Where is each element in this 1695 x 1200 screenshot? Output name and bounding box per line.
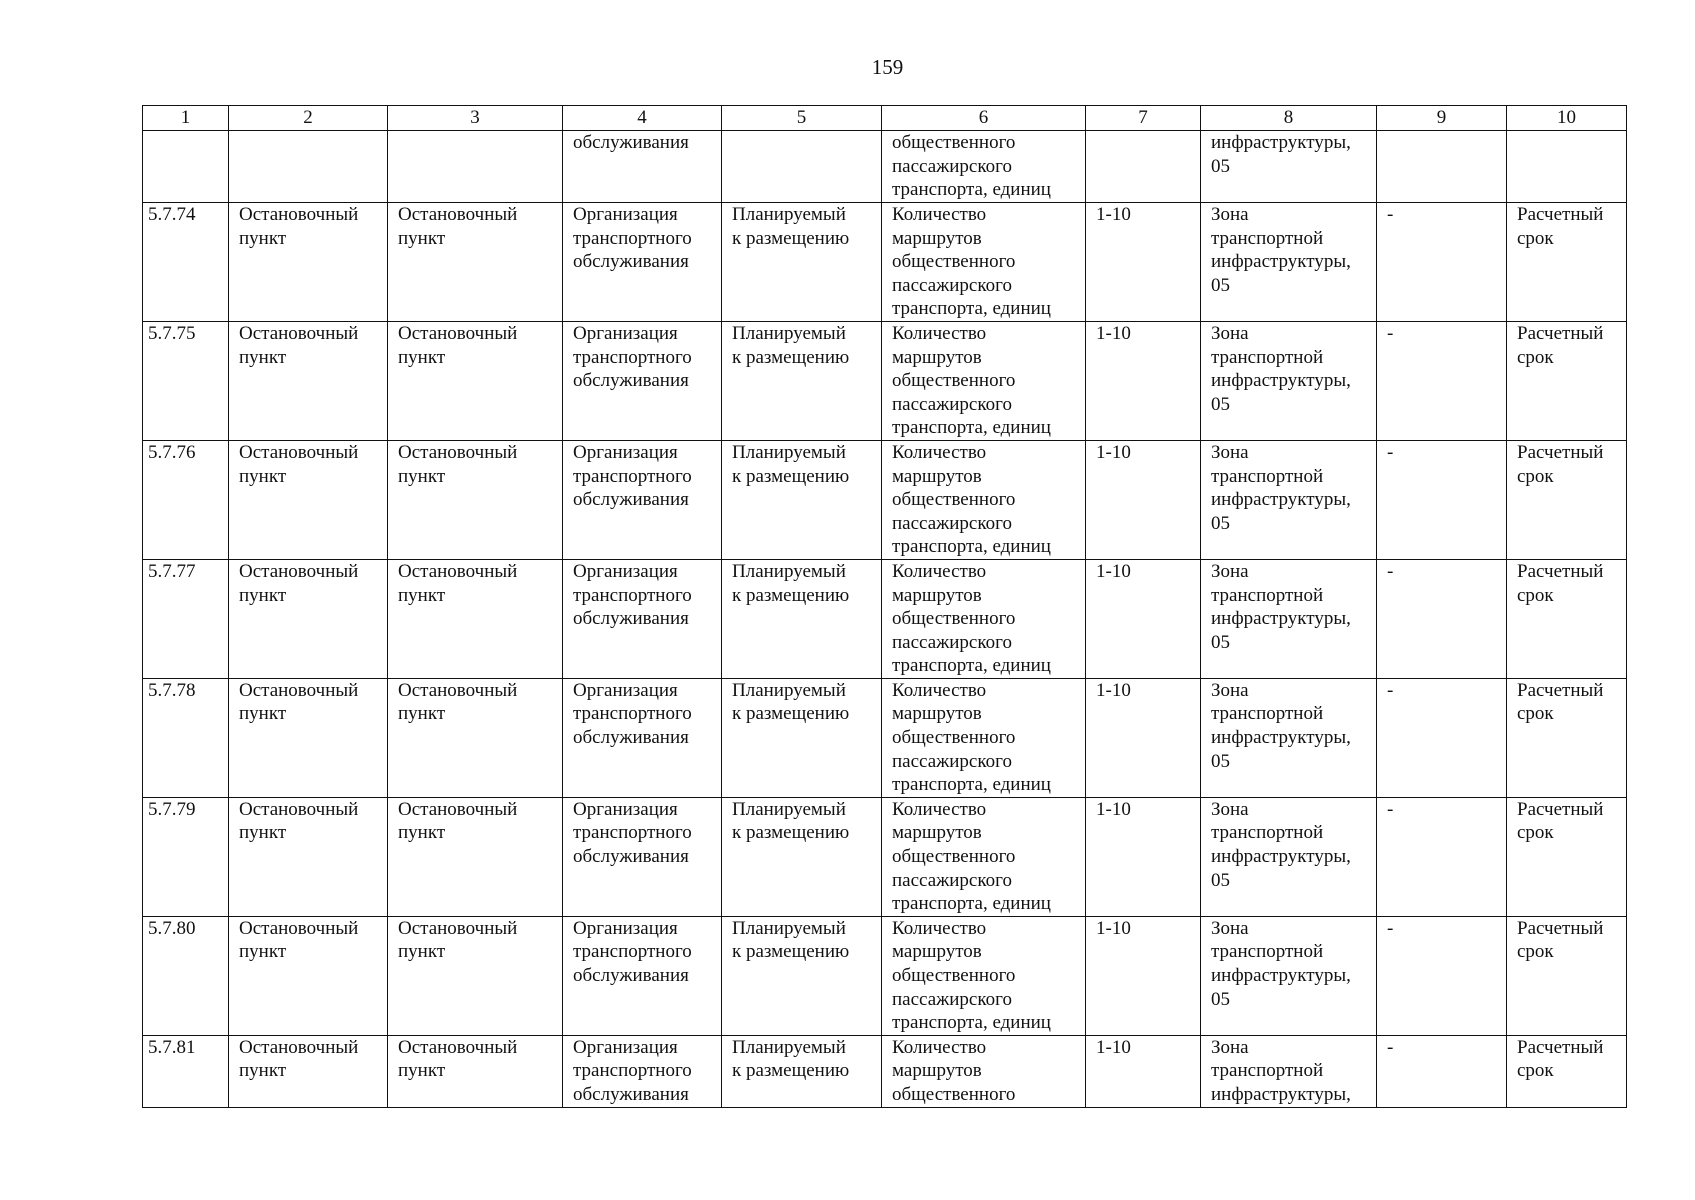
- table-row: [143, 559, 1627, 678]
- cell-type: Остановочный пункт: [388, 321, 563, 440]
- cell-type: [388, 131, 563, 203]
- header-cell-9: 9: [1377, 106, 1507, 131]
- cell-name: Остановочный пункт: [229, 321, 388, 440]
- cell-col9: [1377, 131, 1507, 203]
- cell-name: Остановочный пункт: [229, 440, 388, 559]
- header-cell-1: 1: [143, 106, 229, 131]
- cell-number: 5.7.80: [143, 916, 229, 1035]
- cell-number: 5.7.74: [143, 203, 229, 322]
- cell-value: 1-10: [1086, 678, 1201, 797]
- cell-col9: -: [1377, 678, 1507, 797]
- cell-characteristic: Количество маршрутов общественного: [882, 1035, 1086, 1107]
- cell-zone: Зона транспортной инфраструктуры, 05: [1201, 678, 1377, 797]
- cell-number: 5.7.79: [143, 797, 229, 916]
- cell-value: 1-10: [1086, 321, 1201, 440]
- cell-type: Остановочный пункт: [388, 678, 563, 797]
- cell-term: Расчетный срок: [1507, 916, 1627, 1035]
- cell-status: Планируемый к размещению: [722, 203, 882, 322]
- cell-purpose: Организация транспортного обслуживания: [563, 440, 722, 559]
- cell-name: Остановочный пункт: [229, 678, 388, 797]
- cell-status: Планируемый к размещению: [722, 678, 882, 797]
- cell-type: Остановочный пункт: [388, 916, 563, 1035]
- cell-purpose: Организация транспортного обслуживания: [563, 203, 722, 322]
- page-number: 159: [871, 55, 904, 79]
- cell-term: Расчетный срок: [1507, 203, 1627, 322]
- cell-status: Планируемый к размещению: [722, 559, 882, 678]
- cell-characteristic: Количество маршрутов общественного пассажирского транспорта, единиц: [882, 916, 1086, 1035]
- cell-number: 5.7.78: [143, 678, 229, 797]
- cell-characteristic: Количество маршрутов общественного пассажирского транспорта, единиц: [882, 678, 1086, 797]
- header-cell-5: 5: [722, 106, 882, 131]
- cell-type: Остановочный пункт: [388, 1035, 563, 1107]
- cell-status: Планируемый к размещению: [722, 1035, 882, 1107]
- cell-term: [1507, 131, 1627, 203]
- cell-type: Остановочный пункт: [388, 797, 563, 916]
- header-cell-6: 6: [882, 106, 1086, 131]
- header-cell-4: 4: [563, 106, 722, 131]
- cell-term: Расчетный срок: [1507, 321, 1627, 440]
- cell-type: Остановочный пункт: [388, 440, 563, 559]
- table-row-continuation: [143, 131, 1627, 203]
- cell-characteristic: Количество маршрутов общественного пассажирского транспорта, единиц: [882, 203, 1086, 322]
- cell-status: Планируемый к размещению: [722, 916, 882, 1035]
- cell-characteristic: Количество маршрутов общественного пассажирского транспорта, единиц: [882, 321, 1086, 440]
- cell-col9: -: [1377, 559, 1507, 678]
- cell-col9: -: [1377, 203, 1507, 322]
- cell-characteristic: Количество маршрутов общественного пассажирского транспорта, единиц: [882, 797, 1086, 916]
- table-row: [143, 797, 1627, 916]
- cell-zone: Зона транспортной инфраструктуры, 05: [1201, 559, 1377, 678]
- cell-purpose: Организация транспортного обслуживания: [563, 916, 722, 1035]
- cell-number: 5.7.77: [143, 559, 229, 678]
- cell-col9: -: [1377, 440, 1507, 559]
- table-row: [143, 440, 1627, 559]
- cell-type: Остановочный пункт: [388, 559, 563, 678]
- cell-purpose: Организация транспортного обслуживания: [563, 321, 722, 440]
- cell-purpose: Организация транспортного обслуживания: [563, 678, 722, 797]
- table-row: [143, 678, 1627, 797]
- cell-term: Расчетный срок: [1507, 678, 1627, 797]
- cell-purpose: обслуживания: [563, 131, 722, 203]
- header-cell-8: 8: [1201, 106, 1377, 131]
- cell-term: Расчетный срок: [1507, 1035, 1627, 1107]
- cell-number: 5.7.76: [143, 440, 229, 559]
- cell-characteristic: общественного пассажирского транспорта, единиц: [882, 131, 1086, 203]
- cell-term: Расчетный срок: [1507, 797, 1627, 916]
- table-row: [143, 203, 1627, 322]
- cell-value: 1-10: [1086, 797, 1201, 916]
- cell-value: 1-10: [1086, 203, 1201, 322]
- cell-number: 5.7.75: [143, 321, 229, 440]
- cell-col9: -: [1377, 916, 1507, 1035]
- cell-term: Расчетный срок: [1507, 440, 1627, 559]
- cell-zone: инфраструктуры, 05: [1201, 131, 1377, 203]
- cell-col9: -: [1377, 321, 1507, 440]
- cell-characteristic: Количество маршрутов общественного пассажирского транспорта, единиц: [882, 559, 1086, 678]
- cell-value: 1-10: [1086, 1035, 1201, 1107]
- cell-name: Остановочный пункт: [229, 916, 388, 1035]
- header-cell-2: 2: [229, 106, 388, 131]
- data-table: [142, 105, 1627, 1108]
- table-row: [143, 916, 1627, 1035]
- cell-number: 5.7.81: [143, 1035, 229, 1107]
- cell-status: Планируемый к размещению: [722, 440, 882, 559]
- cell-value: 1-10: [1086, 559, 1201, 678]
- cell-name: Остановочный пункт: [229, 1035, 388, 1107]
- header-cell-7: 7: [1086, 106, 1201, 131]
- cell-zone: Зона транспортной инфраструктуры, 05: [1201, 797, 1377, 916]
- cell-zone: Зона транспортной инфраструктуры, 05: [1201, 203, 1377, 322]
- cell-zone: Зона транспортной инфраструктуры,: [1201, 1035, 1377, 1107]
- cell-zone: Зона транспортной инфраструктуры, 05: [1201, 321, 1377, 440]
- cell-zone: Зона транспортной инфраструктуры, 05: [1201, 440, 1377, 559]
- cell-type: Остановочный пункт: [388, 203, 563, 322]
- table-body: [143, 131, 1627, 1108]
- cell-zone: Зона транспортной инфраструктуры, 05: [1201, 916, 1377, 1035]
- header-cell-3: 3: [388, 106, 563, 131]
- cell-term: Расчетный срок: [1507, 559, 1627, 678]
- cell-number: [143, 131, 229, 203]
- table-row: [143, 1035, 1627, 1107]
- cell-purpose: Организация транспортного обслуживания: [563, 559, 722, 678]
- cell-value: 1-10: [1086, 916, 1201, 1035]
- header-cell-10: 10: [1507, 106, 1627, 131]
- cell-value: [1086, 131, 1201, 203]
- cell-status: Планируемый к размещению: [722, 797, 882, 916]
- cell-name: Остановочный пункт: [229, 559, 388, 678]
- table-header: [143, 106, 1627, 131]
- table-row: [143, 321, 1627, 440]
- cell-name: Остановочный пункт: [229, 203, 388, 322]
- cell-purpose: Организация транспортного обслуживания: [563, 1035, 722, 1107]
- cell-status: Планируемый к размещению: [722, 321, 882, 440]
- header-row: [143, 106, 1627, 131]
- cell-characteristic: Количество маршрутов общественного пассажирского транспорта, единиц: [882, 440, 1086, 559]
- cell-name: Остановочный пункт: [229, 797, 388, 916]
- cell-col9: -: [1377, 1035, 1507, 1107]
- cell-name: [229, 131, 388, 203]
- cell-status: [722, 131, 882, 203]
- cell-value: 1-10: [1086, 440, 1201, 559]
- cell-col9: -: [1377, 797, 1507, 916]
- cell-purpose: Организация транспортного обслуживания: [563, 797, 722, 916]
